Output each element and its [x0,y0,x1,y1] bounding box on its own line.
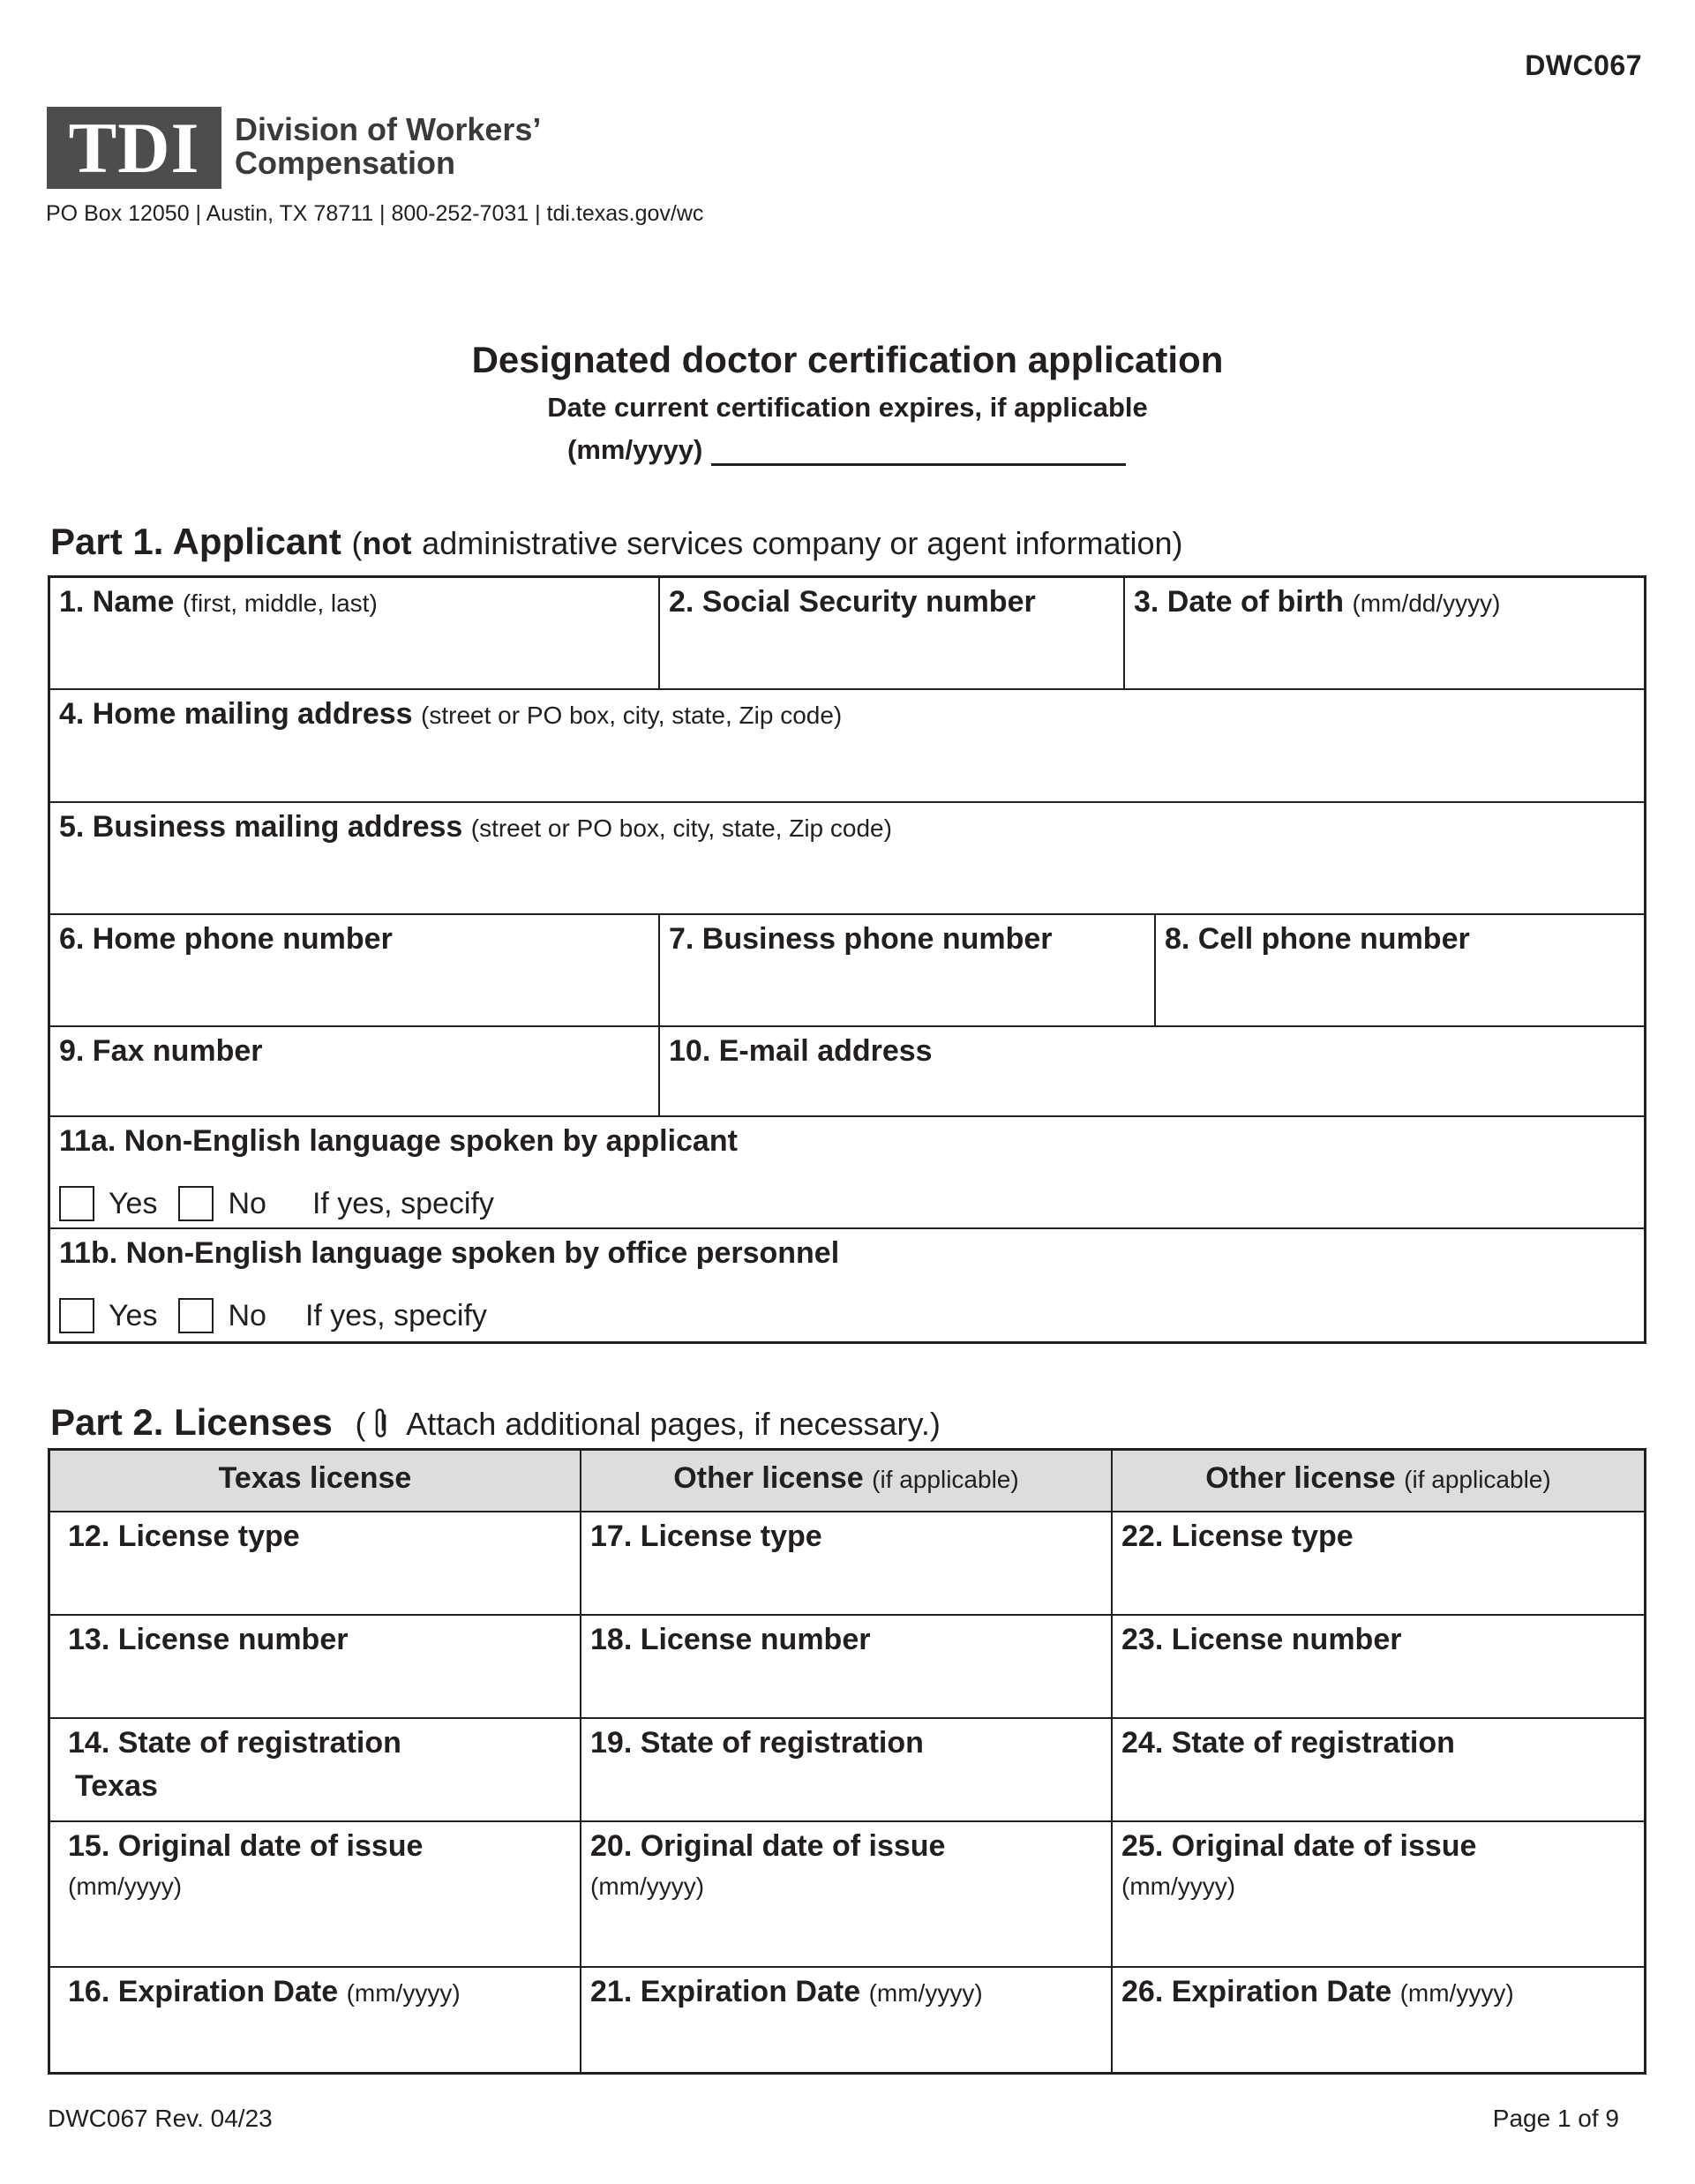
page-title: Designated doctor certification application [471,339,1224,380]
applicant-language-yes-label: Yes [109,1186,158,1220]
part2-heading-note: Attach additional pages, if necessary.) [406,1406,941,1442]
state-registration-label: 14. State of registration [68,1726,401,1760]
part2-heading-open: ( [355,1406,366,1442]
name-hint: (first, middle, last) [182,589,378,617]
issue-date-format: (mm/yyyy) [68,1873,183,1900]
expiration-date-format: (mm/yyyy) [1399,1979,1514,2007]
license-number-label: 18. License number [590,1623,871,1656]
home-address-label: 4. Home mailing address [59,697,413,731]
issue-date-label: 20. Original date of issue [590,1829,946,1863]
business-address-hint: (street or PO box, city, state, Zip code) [470,814,892,842]
license-number-label: 13. License number [68,1623,349,1656]
part2-heading [50,1401,941,1449]
column-header-title: Other license [1205,1461,1396,1495]
expiration-date-label: 21. Expiration Date [590,1975,861,2008]
personnel-language-options [59,1298,487,1333]
state-registration-value: Texas [75,1769,158,1803]
agency-name [235,113,541,180]
issue-date-field-other-2[interactable] [1113,1822,1644,1968]
column-header-texas-license [50,1451,581,1512]
ssn-field[interactable] [660,578,1125,690]
expiration-date-format: (mm/yyyy) [868,1979,983,2007]
personnel-language-yes-label: Yes [109,1298,158,1332]
licenses-table [48,1448,1646,2075]
dob-label: 3. Date of birth [1134,585,1345,619]
dob-hint: (mm/dd/yyyy) [1352,589,1501,617]
page-subtitle: Date current certification expires, if applicable [547,392,1148,423]
name-label: 1. Name [59,585,175,619]
state-registration-label: 24. State of registration [1121,1726,1455,1760]
ssn-label: 2. Social Security number [669,585,1036,619]
certification-expiry-field[interactable] [711,437,1126,466]
column-header-title: Other license [673,1461,864,1495]
page-number: Page 1 of 9 [1492,2105,1619,2132]
expiration-date-field-other-1[interactable] [581,1968,1113,2072]
email-label: 10. E-mail address [669,1034,933,1068]
column-header-other-license-2 [1113,1451,1644,1512]
personnel-language-field [50,1229,1644,1341]
expiration-date-format: (mm/yyyy) [346,1979,461,2007]
expiration-date-field-other-2[interactable] [1113,1968,1644,2072]
part1-heading-title: Part 1. Applicant [50,521,341,562]
fax-field[interactable] [50,1027,660,1117]
column-header-title: Texas license [218,1461,412,1495]
applicant-table [48,575,1646,1344]
issue-date-label: 15. Original date of issue [68,1829,424,1863]
column-header-hint: (if applicable) [872,1466,1019,1493]
home-address-field[interactable] [50,690,1644,803]
state-registration-field-other-2[interactable] [1113,1719,1644,1822]
license-number-label: 23. License number [1121,1623,1402,1656]
license-type-field-texas[interactable] [50,1512,581,1616]
license-type-label: 17. License type [590,1520,822,1553]
license-type-field-other-1[interactable] [581,1512,1113,1616]
paperclip-icon [371,1407,391,1449]
expiration-date-field-texas[interactable] [50,1968,581,2072]
state-registration-field-texas[interactable] [50,1719,581,1822]
business-phone-field[interactable] [660,915,1156,1027]
license-type-label: 22. License type [1121,1520,1354,1553]
home-address-hint: (street or PO box, city, state, Zip code) [421,702,843,729]
license-type-field-other-2[interactable] [1113,1512,1644,1616]
certification-expiry-row [567,434,1126,466]
expiration-date-label: 16. Expiration Date [68,1975,339,2008]
business-phone-label: 7. Business phone number [669,922,1053,956]
license-type-label: 12. License type [68,1520,300,1553]
issue-date-label: 25. Original date of issue [1121,1829,1477,1863]
issue-date-format: (mm/yyyy) [590,1873,705,1900]
personnel-language-specify[interactable]: If yes, specify [304,1298,487,1332]
part1-heading-bold: not [362,525,412,561]
license-number-field-texas[interactable] [50,1616,581,1719]
applicant-language-no-checkbox[interactable] [178,1186,214,1221]
form-revision: DWC067 Rev. 04/23 [48,2105,273,2132]
date-format-label: (mm/yyyy) [567,434,703,465]
cell-phone-field[interactable] [1156,915,1644,1027]
personnel-language-label: 11b. Non-English language spoken by office personnel [59,1236,840,1270]
business-address-field[interactable] [50,803,1644,915]
column-header-other-license-1 [581,1451,1113,1512]
part1-heading [50,521,1183,563]
part1-heading-rest: administrative services company or agent information) [422,525,1183,561]
part2-heading-title: Part 2. Licenses [50,1401,333,1443]
form-code: DWC067 [1525,49,1642,81]
part1-heading-open: ( [351,525,363,561]
contact-info: PO Box 12050 | Austin, TX 78711 | 800-252-7031 | tdi.texas.gov/wc [46,201,704,226]
home-phone-label: 6. Home phone number [59,922,393,956]
personnel-language-yes-checkbox[interactable] [59,1298,94,1333]
state-registration-field-other-1[interactable] [581,1719,1113,1822]
agency-name-line2: Compensation [235,145,456,181]
business-address-label: 5. Business mailing address [59,810,463,844]
applicant-language-specify[interactable]: If yes, specify [311,1186,494,1220]
dob-field[interactable] [1125,578,1644,690]
personnel-language-no-label: No [228,1298,266,1332]
license-number-field-other-1[interactable] [581,1616,1113,1719]
issue-date-field-texas[interactable] [50,1822,581,1968]
agency-name-line1: Division of Workers’ [235,111,542,147]
license-number-field-other-2[interactable] [1113,1616,1644,1719]
applicant-language-yes-checkbox[interactable] [59,1186,94,1221]
name-field[interactable] [50,578,660,690]
cell-phone-label: 8. Cell phone number [1165,922,1470,956]
tdi-logo: TDI [47,107,221,189]
column-header-hint: (if applicable) [1404,1466,1551,1493]
expiration-date-label: 26. Expiration Date [1121,1975,1392,2008]
applicant-language-field [50,1117,1644,1229]
applicant-language-label: 11a. Non-English language spoken by applicant [59,1124,738,1158]
personnel-language-no-checkbox[interactable] [178,1298,214,1333]
state-registration-label: 19. State of registration [590,1726,924,1760]
home-phone-field[interactable] [50,915,660,1027]
applicant-language-no-label: No [228,1186,266,1220]
fax-label: 9. Fax number [59,1034,263,1068]
issue-date-format: (mm/yyyy) [1121,1873,1236,1900]
applicant-language-options [59,1186,494,1221]
email-field[interactable] [660,1027,1644,1117]
issue-date-field-other-1[interactable] [581,1822,1113,1968]
